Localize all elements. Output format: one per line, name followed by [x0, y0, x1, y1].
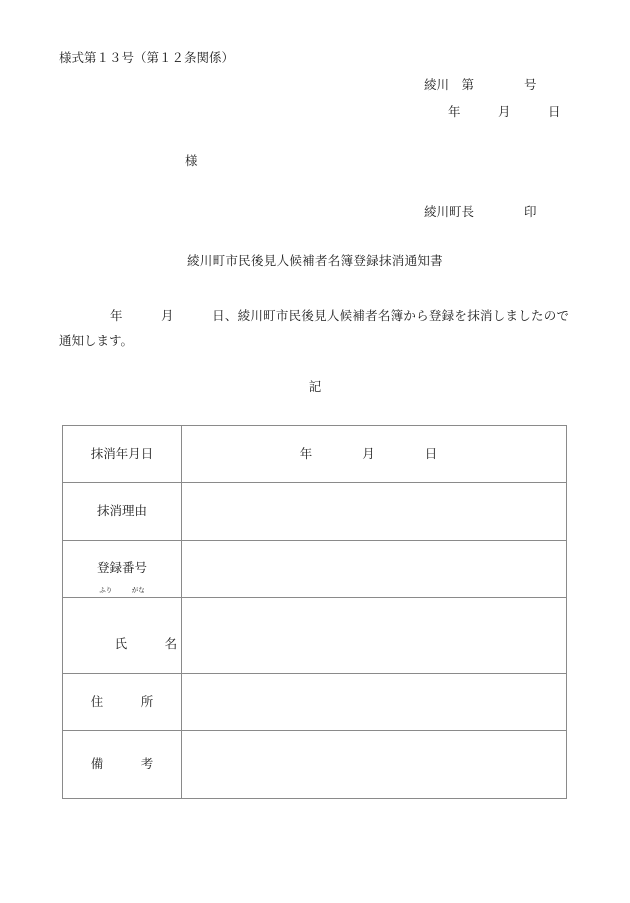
- value-text: 年 月 日: [299, 445, 438, 461]
- row-value-cancellation-date[interactable]: [182, 426, 567, 483]
- row-value-registration-number[interactable]: [182, 540, 567, 597]
- table-row: [63, 597, 567, 673]
- registration-cancellation-table: [62, 425, 567, 799]
- row-value-remarks[interactable]: [182, 731, 567, 799]
- row-label-cancellation-reason: [63, 483, 182, 540]
- row-value-name[interactable]: [182, 597, 567, 673]
- document-date-line: 年 月 日: [448, 104, 561, 119]
- furigana-annotation: ふり がな: [99, 585, 145, 594]
- row-label-name: [63, 585, 182, 673]
- table-row: [63, 483, 567, 540]
- row-value-address[interactable]: [182, 673, 567, 730]
- body-paragraph: 年 月 日、綾川町市民後見人候補者名簿から登録を抹消しましたので通知します。: [59, 308, 569, 348]
- table-row: [63, 426, 567, 483]
- document-title: 綾川町市民後見人候補者名簿登録抹消通知書: [186, 253, 443, 268]
- label-text: 抹消年月日: [90, 445, 154, 461]
- kigo-marker: 記: [308, 379, 322, 394]
- table-row: [63, 673, 567, 730]
- issuer-line: 綾川町長 印: [424, 204, 537, 219]
- row-label-remarks: [63, 731, 182, 799]
- row-label-cancellation-date: [63, 426, 182, 483]
- label-text: 抹消理由: [96, 503, 147, 518]
- row-label-address: [63, 673, 182, 730]
- label-text: 氏 名: [114, 636, 178, 652]
- addressee-line: 様: [185, 153, 198, 168]
- document-number-line: 綾川 第 号: [424, 77, 537, 92]
- form-number: 様式第１３号（第１２条関係）: [59, 50, 235, 65]
- label-text: 登録番号: [96, 560, 147, 576]
- label-text: 住 所: [90, 693, 154, 709]
- table-row: [63, 731, 567, 799]
- row-value-cancellation-reason[interactable]: [182, 483, 567, 540]
- name-label-with-furigana: [67, 585, 178, 673]
- label-text: 備 考: [90, 756, 154, 772]
